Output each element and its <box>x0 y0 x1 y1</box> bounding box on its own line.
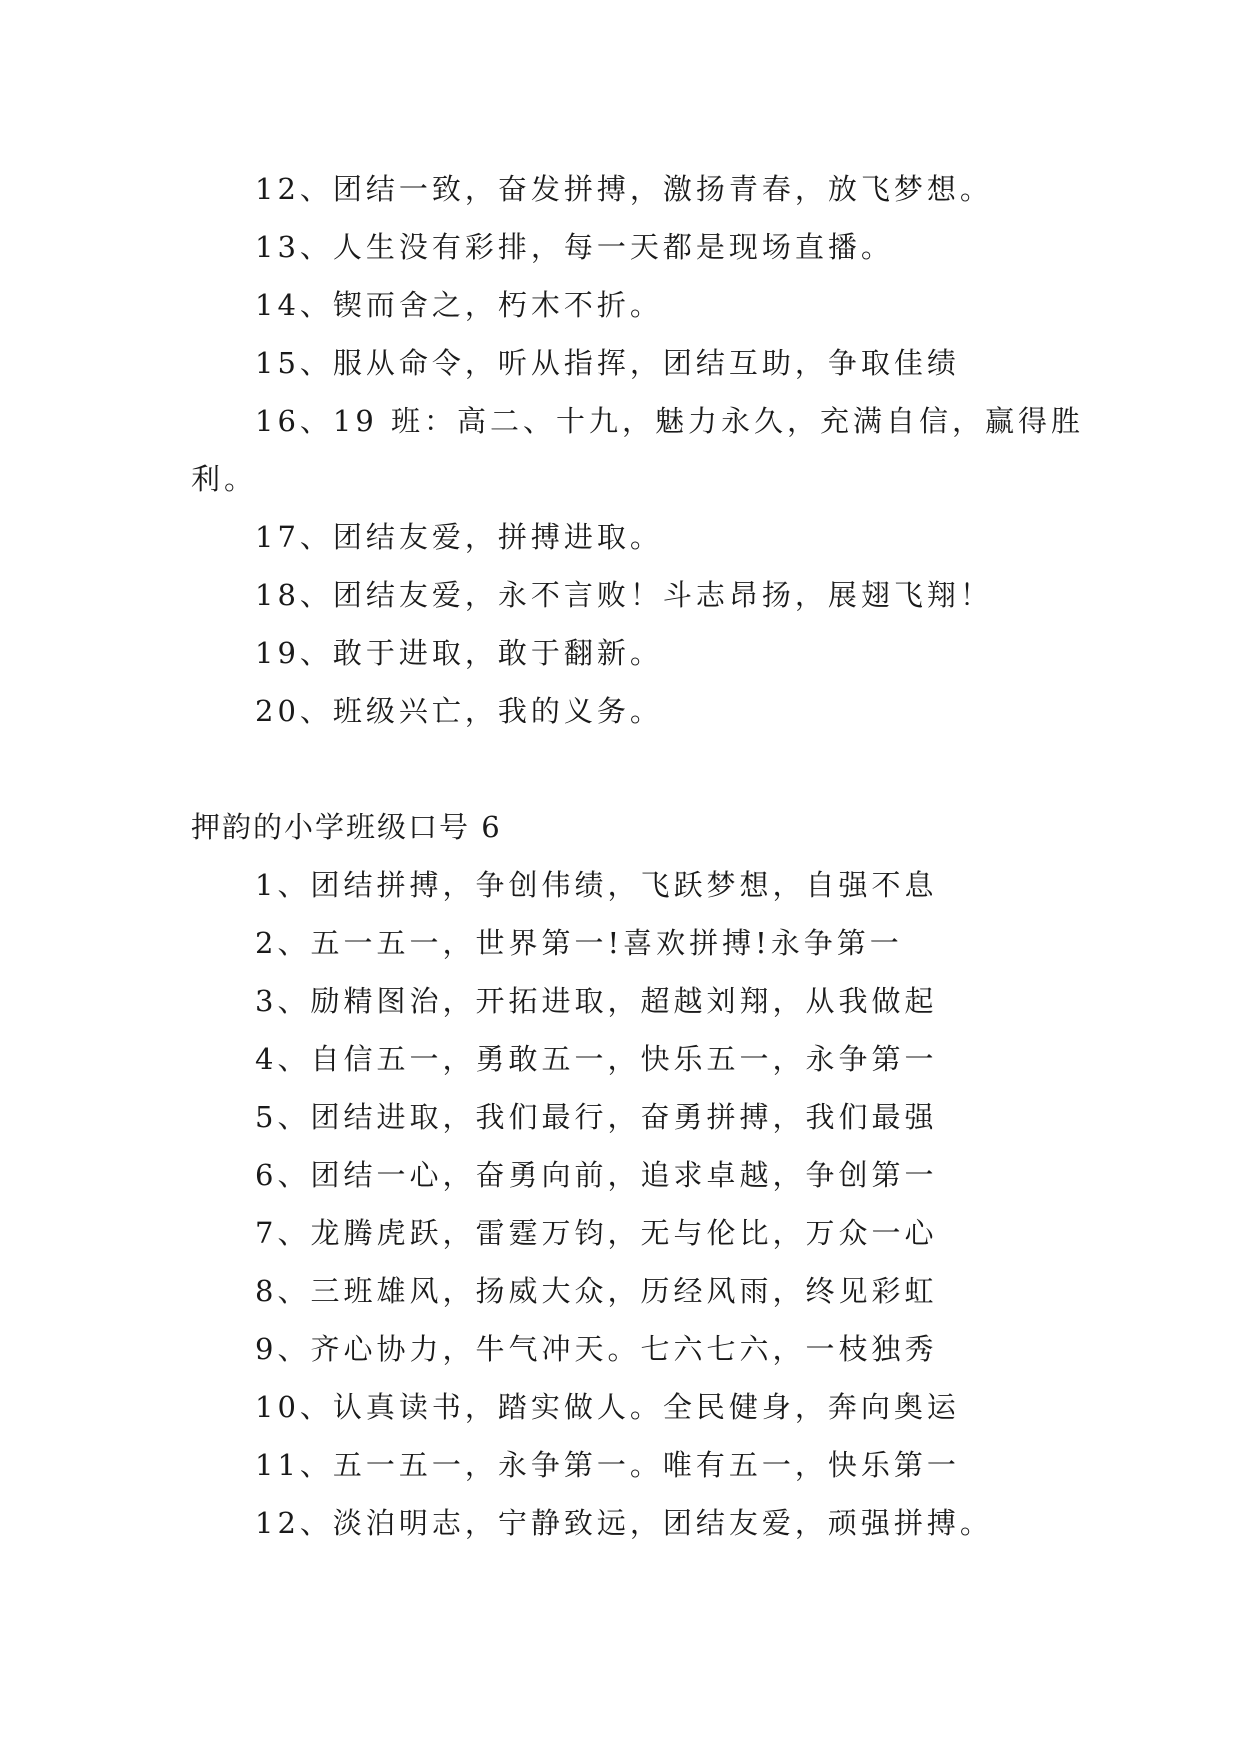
list-item: 9、齐心协力，牛气冲天。七六七六，一枝独秀 <box>255 1332 938 1366</box>
list-item: 14、锲而舍之，朽木不折。 <box>255 288 663 322</box>
list-item: 6、团结一心，奋勇向前，追求卓越，争创第一 <box>255 1158 938 1192</box>
list-item: 7、龙腾虎跃，雷霆万钧，无与伦比，万众一心 <box>255 1216 938 1250</box>
list-item: 18、团结友爱，永不言败！斗志昂扬，展翅飞翔！ <box>255 578 993 612</box>
list-item: 17、团结友爱，拼搏进取。 <box>255 520 663 554</box>
document-content <box>191 160 1085 1552</box>
list-item: 11、五一五一，永争第一。唯有五一，快乐第一 <box>255 1448 960 1482</box>
list-item: 3、励精图治，开拓进取，超越刘翔，从我做起 <box>255 984 938 1018</box>
list-item: 10、认真读书，踏实做人。全民健身，奔向奥运 <box>255 1390 960 1424</box>
list-item: 5、团结进取，我们最行，奋勇拼搏，我们最强 <box>255 1100 938 1134</box>
list-item: 15、服从命令，听从指挥，团结互助，争取佳绩 <box>255 346 960 380</box>
list-item-16-line1: 16、19 班：高二、十九，魅力永久，充满自信，赢得胜 <box>255 404 1085 438</box>
list-item: 4、自信五一，勇敢五一，快乐五一，永争第一 <box>255 1042 938 1076</box>
section-gap <box>191 740 1051 798</box>
list-item: 13、人生没有彩排，每一天都是现场直播。 <box>255 230 894 264</box>
list-item: 12、团结一致，奋发拼搏，激扬青春，放飞梦想。 <box>255 172 993 206</box>
list-item: 1、团结拼搏，争创伟绩，飞跃梦想，自强不息 <box>255 868 938 902</box>
list-item: 8、三班雄风，扬威大众，历经风雨，终见彩虹 <box>255 1274 938 1308</box>
list-item: 20、班级兴亡，我的义务。 <box>255 694 663 728</box>
list-item: 19、敢于进取，敢于翻新。 <box>255 636 663 670</box>
list-item: 2、五一五一，世界第一!喜欢拼搏!永争第一 <box>255 926 903 960</box>
section-heading: 押韵的小学班级口号 6 <box>191 810 502 844</box>
list-item-16-line2: 利。 <box>191 462 258 496</box>
list-item: 12、淡泊明志，宁静致远，团结友爱，顽强拼搏。 <box>255 1506 993 1540</box>
